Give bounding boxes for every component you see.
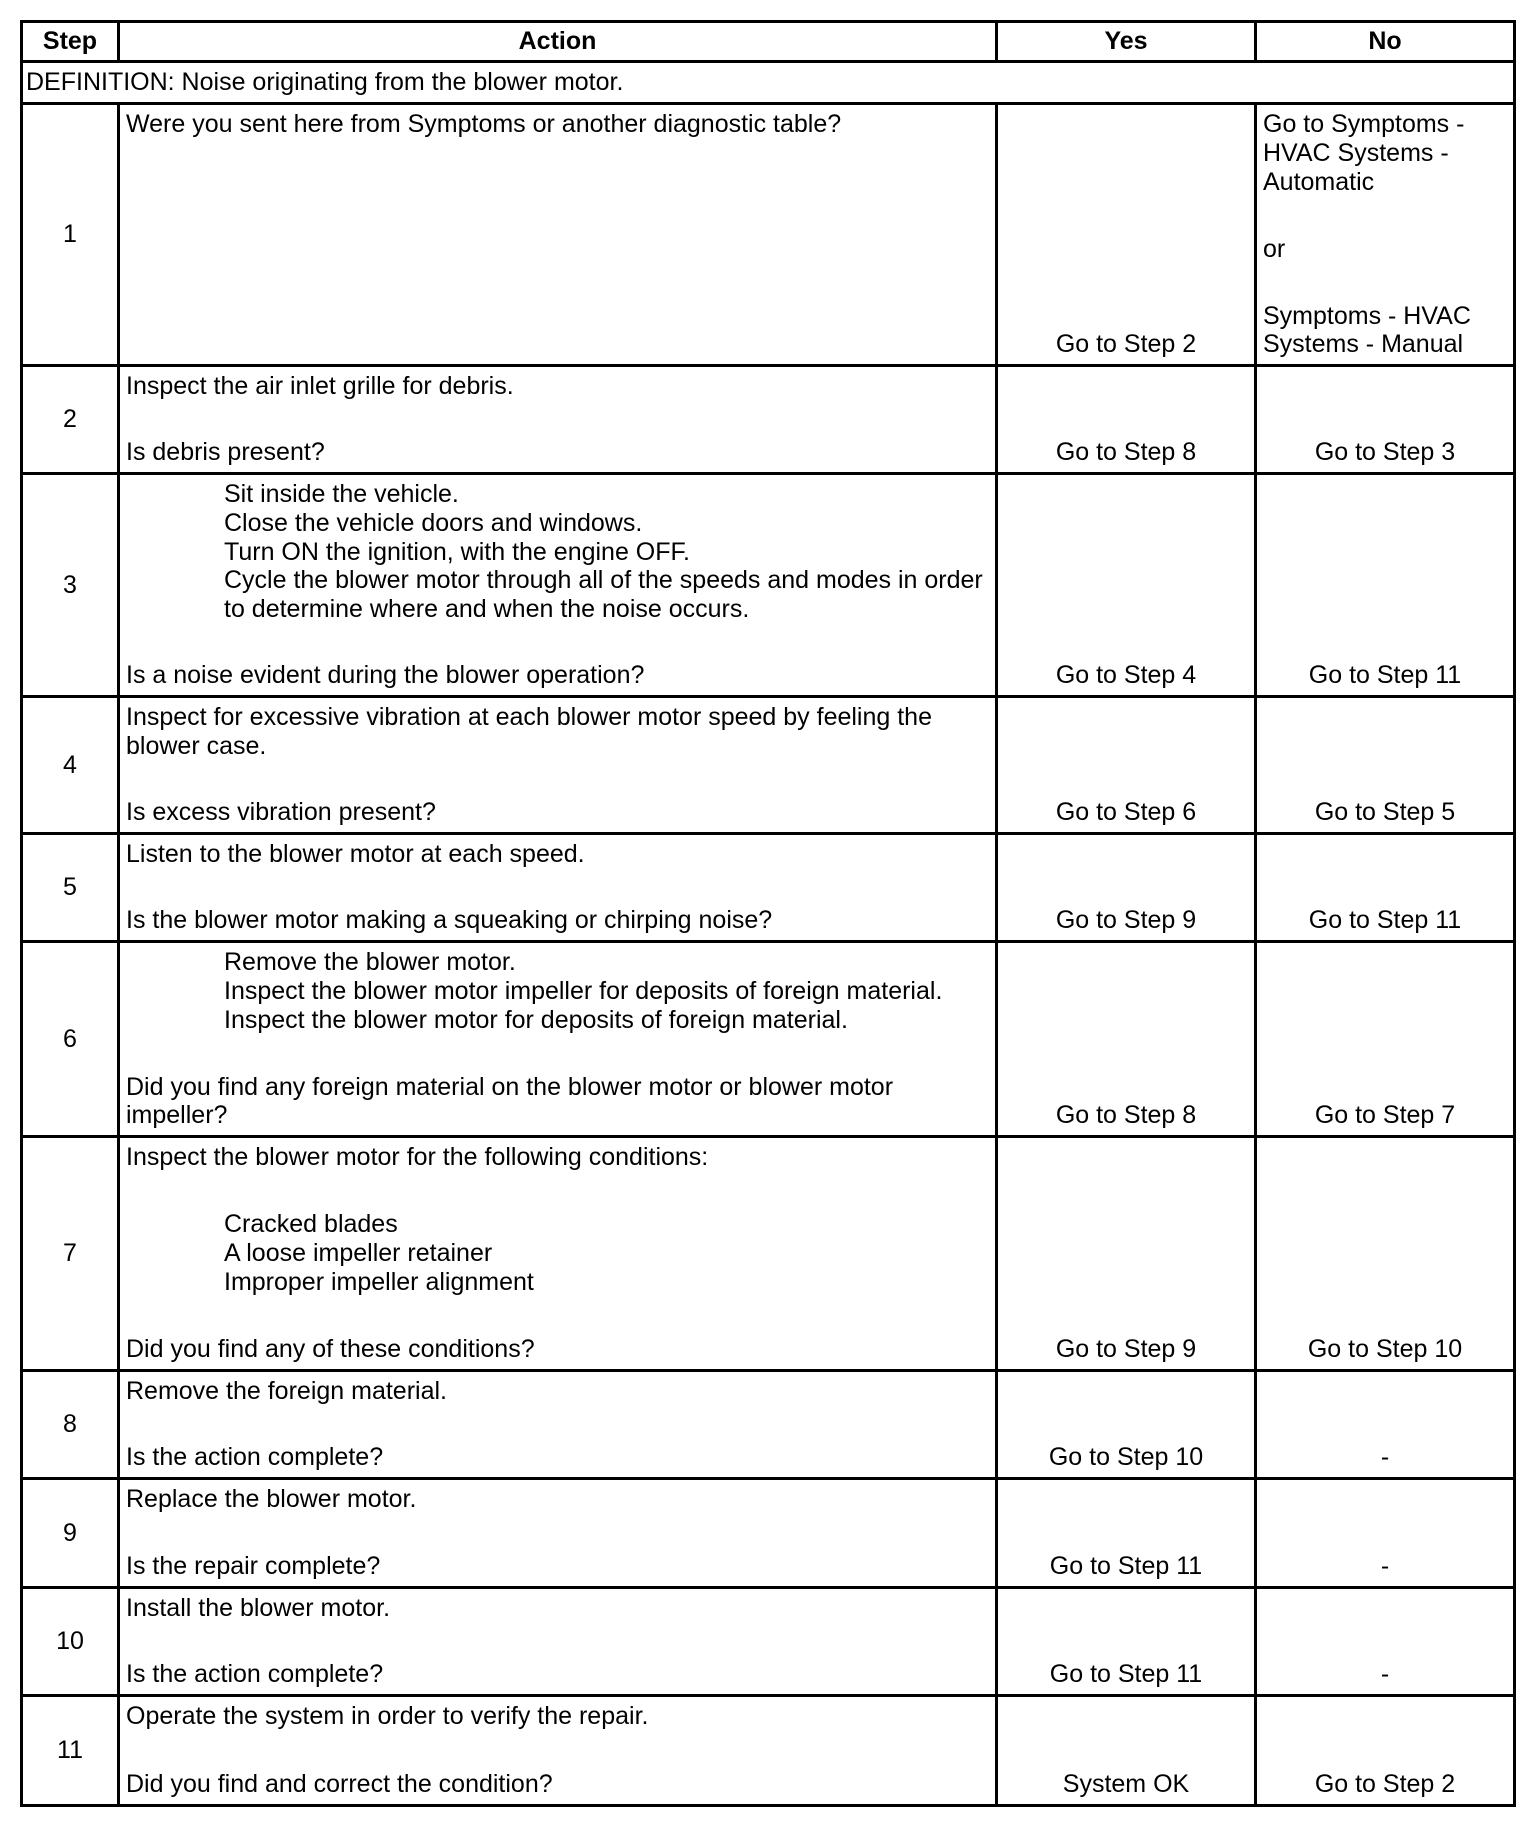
step-11-yes-text: System OK xyxy=(1062,1770,1190,1799)
step-4-question: Is excess vibration present? xyxy=(126,798,436,827)
step-1-no xyxy=(1257,105,1513,364)
step-5-number: 5 xyxy=(23,835,117,940)
step-2-yes-text: Go to Step 8 xyxy=(1055,438,1197,467)
step-11-number: 11 xyxy=(23,1697,117,1804)
header-yes: Yes xyxy=(998,23,1254,60)
step-10-number: 10 xyxy=(23,1589,117,1694)
step-10-no-text: - xyxy=(1380,1660,1390,1689)
step-6-instructions xyxy=(126,948,991,1034)
step-4-yes xyxy=(998,698,1254,832)
step-9-no xyxy=(1257,1480,1513,1586)
step-4-no xyxy=(1257,698,1513,832)
step-10-question: Is the action complete? xyxy=(126,1660,384,1689)
step-5-no xyxy=(1257,835,1513,940)
step-7-question: Did you find any of these conditions? xyxy=(126,1335,535,1364)
step-8-yes-text: Go to Step 10 xyxy=(1048,1443,1204,1472)
step-6-yes-text: Go to Step 8 xyxy=(1055,1101,1197,1130)
instruction-item: Turn ON the ignition, with the engine OFF. xyxy=(224,537,690,566)
step-1-no-automatic: Go to Symptoms - HVAC Systems - Automatic xyxy=(1263,110,1465,196)
step-9-number: 9 xyxy=(23,1480,117,1586)
step-11-instruction: Operate the system in order to verify the repair. xyxy=(126,1702,649,1730)
step-9-yes-text: Go to Step 11 xyxy=(1049,1552,1203,1581)
step-8-instruction: Remove the foreign material. xyxy=(126,1377,447,1405)
step-5-no-text: Go to Step 11 xyxy=(1308,906,1462,935)
step-9-action xyxy=(120,1480,995,1586)
step-8-yes xyxy=(998,1372,1254,1477)
step-4-yes-text: Go to Step 6 xyxy=(1055,798,1197,827)
step-8-no-text: - xyxy=(1380,1443,1390,1472)
step-1-no-manual: Symptoms - HVAC Systems - Manual xyxy=(1263,301,1471,359)
step-3-number: 3 xyxy=(23,475,117,695)
step-11-question: Did you find and correct the condition? xyxy=(126,1770,553,1799)
step-3-no-text: Go to Step 11 xyxy=(1308,661,1462,690)
step-8-action xyxy=(120,1372,995,1477)
step-7-yes xyxy=(998,1138,1254,1369)
instruction-item: Close the vehicle doors and windows. xyxy=(224,508,643,537)
step-9-question: Is the repair complete? xyxy=(126,1552,381,1581)
step-6-yes xyxy=(998,943,1254,1135)
header-no: No xyxy=(1257,23,1513,60)
step-1-yes-text: Go to Step 2 xyxy=(1055,330,1197,359)
step-2-number: 2 xyxy=(23,367,117,472)
step-7-instruction: Inspect the blower motor for the following conditions: xyxy=(126,1143,709,1171)
step-1-yes xyxy=(998,105,1254,364)
step-7-number: 7 xyxy=(23,1138,117,1369)
step-5-action xyxy=(120,835,995,940)
instruction-item: Inspect the blower motor for deposits of foreign material. xyxy=(224,1005,848,1034)
step-3-instructions xyxy=(126,480,991,624)
step-10-action xyxy=(120,1589,995,1694)
step-7-no-text: Go to Step 10 xyxy=(1307,1335,1463,1364)
step-7-no xyxy=(1257,1138,1513,1369)
step-2-yes xyxy=(998,367,1254,472)
step-1-number: 1 xyxy=(23,105,117,364)
step-5-yes xyxy=(998,835,1254,940)
step-4-number: 4 xyxy=(23,698,117,832)
step-2-no-text: Go to Step 3 xyxy=(1314,438,1456,467)
step-1-question: Were you sent here from Symptoms or another diagnostic table? xyxy=(126,110,842,138)
step-5-instruction: Listen to the blower motor at each speed. xyxy=(126,840,585,868)
instruction-item: Inspect the blower motor impeller for deposits of foreign material. xyxy=(224,976,943,1005)
step-7-yes-text: Go to Step 9 xyxy=(1055,1335,1197,1364)
step-5-yes-text: Go to Step 9 xyxy=(1055,906,1197,935)
step-9-no-text: - xyxy=(1380,1552,1390,1581)
step-2-no xyxy=(1257,367,1513,472)
step-6-number: 6 xyxy=(23,943,117,1135)
step-3-yes-text: Go to Step 4 xyxy=(1055,661,1197,690)
step-10-yes xyxy=(998,1589,1254,1694)
condition-item: A loose impeller retainer xyxy=(224,1239,493,1268)
step-4-action xyxy=(120,698,995,832)
step-6-question: Did you find any foreign material on the blower motor or blower motor impeller? xyxy=(126,1072,894,1130)
step-2-question: Is debris present? xyxy=(126,438,325,467)
step-11-action xyxy=(120,1697,995,1804)
step-11-no-text: Go to Step 2 xyxy=(1314,1770,1456,1799)
header-step: Step xyxy=(23,23,117,60)
step-4-no-text: Go to Step 5 xyxy=(1314,798,1456,827)
step-4-instruction: Inspect for excessive vibration at each blower motor speed by feeling the blower case. xyxy=(126,703,932,760)
step-3-no xyxy=(1257,475,1513,695)
step-1-action xyxy=(120,105,995,364)
step-8-question: Is the action complete? xyxy=(126,1443,384,1472)
diagnostic-table xyxy=(20,20,1516,1807)
step-9-instruction: Replace the blower motor. xyxy=(126,1485,417,1513)
step-7-action xyxy=(120,1138,995,1369)
step-6-no xyxy=(1257,943,1513,1135)
step-2-instruction: Inspect the air inlet grille for debris. xyxy=(126,372,514,400)
step-10-instruction: Install the blower motor. xyxy=(126,1594,391,1622)
condition-item: Cracked blades xyxy=(224,1210,398,1239)
step-7-conditions xyxy=(126,1210,991,1296)
step-6-no-text: Go to Step 7 xyxy=(1314,1101,1456,1130)
step-8-no xyxy=(1257,1372,1513,1477)
step-3-yes xyxy=(998,475,1254,695)
step-8-number: 8 xyxy=(23,1372,117,1477)
step-6-action xyxy=(120,943,995,1135)
step-3-action xyxy=(120,475,995,695)
step-2-action xyxy=(120,367,995,472)
instruction-item: Sit inside the vehicle. xyxy=(224,480,459,508)
definition-row: DEFINITION: Noise originating from the blower motor. xyxy=(23,63,1513,102)
step-10-no xyxy=(1257,1589,1513,1694)
step-3-question: Is a noise evident during the blower operation? xyxy=(126,661,645,690)
step-10-yes-text: Go to Step 11 xyxy=(1049,1660,1203,1689)
step-5-question: Is the blower motor making a squeaking or chirping noise? xyxy=(126,906,773,935)
condition-item: Improper impeller alignment xyxy=(224,1267,534,1296)
header-action: Action xyxy=(120,23,995,60)
step-11-no xyxy=(1257,1697,1513,1804)
step-1-no-or: or xyxy=(1263,234,1286,263)
instruction-item: Remove the blower motor. xyxy=(224,948,516,976)
step-9-yes xyxy=(998,1480,1254,1586)
step-11-yes xyxy=(998,1697,1254,1804)
instruction-item: Cycle the blower motor through all of the speeds and modes in order to determine where and when the noise occurs. xyxy=(224,566,983,623)
